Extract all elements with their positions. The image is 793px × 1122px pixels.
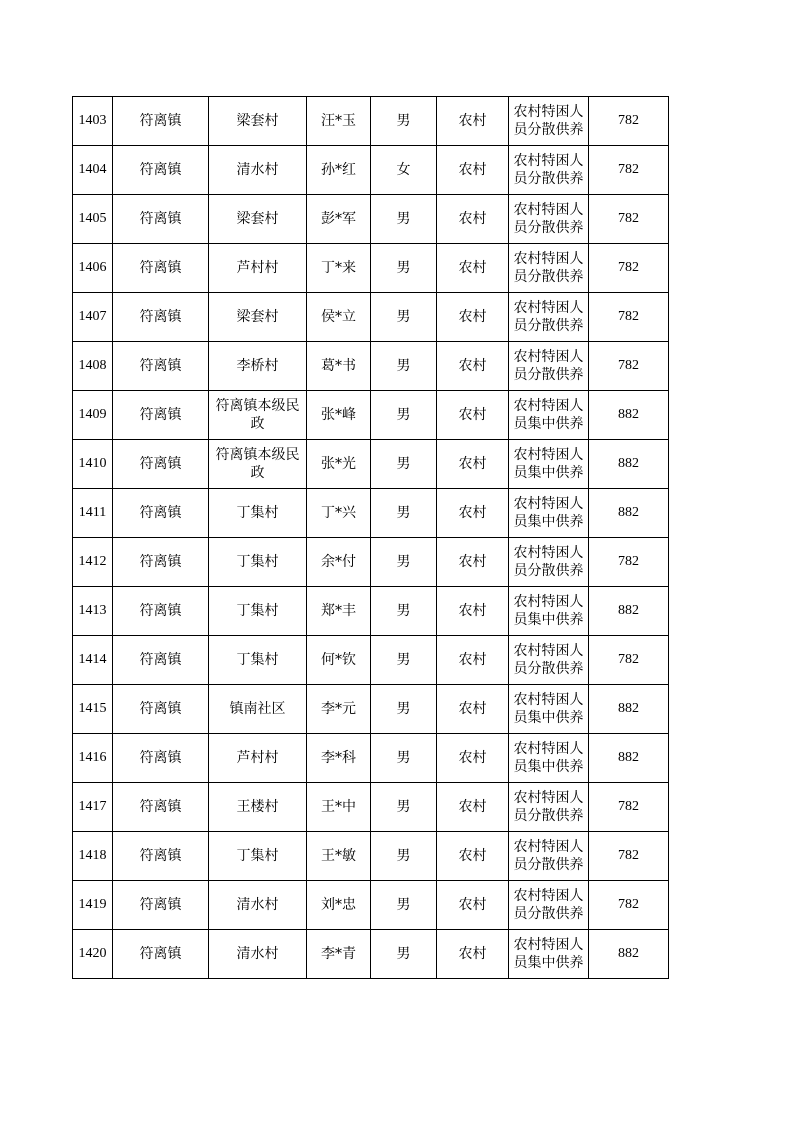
cell-village-text: 王楼村 [236, 799, 279, 815]
table-row [73, 244, 669, 293]
table-row [73, 783, 669, 832]
cell-person-name: 郑*丰 [307, 587, 371, 636]
cell-gender: 男 [371, 440, 437, 489]
cell-area-type: 农村 [437, 440, 509, 489]
cell-amount: 782 [589, 244, 669, 293]
cell-village-text: 丁集村 [236, 848, 279, 864]
cell-gender: 男 [371, 783, 437, 832]
cell-support-category [509, 293, 589, 342]
cell-serial-number: 1404 [73, 146, 113, 195]
cell-area-type: 农村 [437, 783, 509, 832]
cell-area-type: 农村 [437, 391, 509, 440]
cell-gender: 男 [371, 538, 437, 587]
cell-person-name: 何*钦 [307, 636, 371, 685]
cell-gender: 男 [371, 734, 437, 783]
cell-serial-number: 1411 [73, 489, 113, 538]
cell-support-category-text: 农村特困人员分散供养 [513, 545, 584, 579]
cell-village [209, 881, 307, 930]
cell-village [209, 342, 307, 391]
cell-person-name: 葛*书 [307, 342, 371, 391]
cell-area-type: 农村 [437, 538, 509, 587]
cell-area-type: 农村 [437, 146, 509, 195]
cell-support-category-text: 农村特困人员分散供养 [513, 839, 584, 873]
cell-village [209, 734, 307, 783]
table-row [73, 587, 669, 636]
cell-amount: 882 [589, 440, 669, 489]
cell-town: 符离镇 [113, 146, 209, 195]
cell-village-text: 丁集村 [236, 603, 279, 619]
cell-support-category-text: 农村特困人员分散供养 [513, 202, 584, 236]
records-table [72, 96, 669, 979]
table-row [73, 195, 669, 244]
cell-support-category-text: 农村特困人员集中供养 [513, 741, 584, 775]
cell-village [209, 146, 307, 195]
cell-support-category [509, 636, 589, 685]
cell-village-text: 梁套村 [236, 211, 279, 227]
table-row [73, 342, 669, 391]
cell-support-category [509, 734, 589, 783]
cell-gender: 男 [371, 832, 437, 881]
cell-town: 符离镇 [113, 489, 209, 538]
cell-person-name: 王*中 [307, 783, 371, 832]
cell-person-name: 汪*玉 [307, 97, 371, 146]
cell-support-category [509, 832, 589, 881]
cell-amount: 782 [589, 832, 669, 881]
cell-village [209, 783, 307, 832]
cell-support-category-text: 农村特困人员分散供养 [513, 888, 584, 922]
cell-village-text: 丁集村 [236, 505, 279, 521]
cell-village-text: 芦村村 [236, 260, 279, 276]
cell-support-category-text: 农村特困人员集中供养 [513, 692, 584, 726]
cell-village [209, 195, 307, 244]
cell-area-type: 农村 [437, 930, 509, 979]
cell-village [209, 293, 307, 342]
cell-amount: 782 [589, 97, 669, 146]
cell-person-name: 张*峰 [307, 391, 371, 440]
table-row [73, 538, 669, 587]
cell-support-category-text: 农村特困人员分散供养 [513, 790, 584, 824]
cell-serial-number: 1403 [73, 97, 113, 146]
cell-person-name: 余*付 [307, 538, 371, 587]
cell-town: 符离镇 [113, 293, 209, 342]
cell-village-text: 清水村 [236, 946, 279, 962]
cell-amount: 882 [589, 930, 669, 979]
cell-area-type: 农村 [437, 636, 509, 685]
cell-support-category [509, 930, 589, 979]
cell-village-text: 清水村 [236, 897, 279, 913]
cell-village [209, 391, 307, 440]
cell-village-text: 丁集村 [236, 554, 279, 570]
cell-support-category [509, 489, 589, 538]
table-row [73, 146, 669, 195]
cell-town: 符离镇 [113, 881, 209, 930]
cell-town: 符离镇 [113, 342, 209, 391]
cell-area-type: 农村 [437, 685, 509, 734]
cell-support-category [509, 244, 589, 293]
cell-gender: 男 [371, 97, 437, 146]
cell-person-name: 王*敏 [307, 832, 371, 881]
cell-gender: 男 [371, 391, 437, 440]
cell-town: 符离镇 [113, 636, 209, 685]
cell-support-category [509, 685, 589, 734]
cell-support-category-text: 农村特困人员分散供养 [513, 153, 584, 187]
cell-village [209, 832, 307, 881]
cell-support-category-text: 农村特困人员集中供养 [513, 398, 584, 432]
cell-area-type: 农村 [437, 244, 509, 293]
cell-area-type: 农村 [437, 832, 509, 881]
table-body [73, 97, 669, 979]
cell-serial-number: 1410 [73, 440, 113, 489]
cell-village [209, 636, 307, 685]
cell-person-name: 张*光 [307, 440, 371, 489]
cell-village [209, 489, 307, 538]
cell-town: 符离镇 [113, 195, 209, 244]
cell-town: 符离镇 [113, 97, 209, 146]
cell-village [209, 685, 307, 734]
cell-support-category-text: 农村特困人员分散供养 [513, 300, 584, 334]
cell-village [209, 587, 307, 636]
cell-support-category-text: 农村特困人员分散供养 [513, 643, 584, 677]
cell-gender: 男 [371, 930, 437, 979]
cell-support-category [509, 783, 589, 832]
cell-person-name: 丁*来 [307, 244, 371, 293]
cell-town: 符离镇 [113, 783, 209, 832]
table-row [73, 391, 669, 440]
cell-gender: 男 [371, 244, 437, 293]
cell-support-category [509, 342, 589, 391]
cell-gender: 男 [371, 195, 437, 244]
cell-village-text: 镇南社区 [229, 701, 286, 717]
cell-area-type: 农村 [437, 342, 509, 391]
cell-person-name: 刘*忠 [307, 881, 371, 930]
cell-serial-number: 1415 [73, 685, 113, 734]
cell-village [209, 930, 307, 979]
table-row [73, 832, 669, 881]
cell-village-text: 清水村 [236, 162, 279, 178]
cell-amount: 782 [589, 195, 669, 244]
cell-village-text: 丁集村 [236, 652, 279, 668]
cell-support-category [509, 440, 589, 489]
cell-support-category [509, 97, 589, 146]
cell-amount: 782 [589, 636, 669, 685]
table-row [73, 636, 669, 685]
cell-town: 符离镇 [113, 538, 209, 587]
cell-person-name: 李*科 [307, 734, 371, 783]
cell-gender: 男 [371, 342, 437, 391]
cell-support-category [509, 587, 589, 636]
table-row [73, 734, 669, 783]
cell-town: 符离镇 [113, 685, 209, 734]
cell-area-type: 农村 [437, 293, 509, 342]
cell-support-category [509, 195, 589, 244]
table-row [73, 881, 669, 930]
cell-person-name: 李*元 [307, 685, 371, 734]
cell-serial-number: 1405 [73, 195, 113, 244]
cell-gender: 男 [371, 636, 437, 685]
cell-area-type: 农村 [437, 489, 509, 538]
cell-amount: 782 [589, 146, 669, 195]
cell-amount: 882 [589, 685, 669, 734]
cell-amount: 882 [589, 391, 669, 440]
cell-gender: 女 [371, 146, 437, 195]
cell-village-text: 符离镇本级民政 [215, 447, 300, 481]
cell-gender: 男 [371, 293, 437, 342]
cell-support-category [509, 538, 589, 587]
cell-person-name: 彭*军 [307, 195, 371, 244]
table-row [73, 293, 669, 342]
cell-gender: 男 [371, 881, 437, 930]
cell-town: 符离镇 [113, 734, 209, 783]
cell-gender: 男 [371, 587, 437, 636]
cell-area-type: 农村 [437, 195, 509, 244]
cell-area-type: 农村 [437, 587, 509, 636]
cell-support-category [509, 146, 589, 195]
cell-serial-number: 1419 [73, 881, 113, 930]
cell-serial-number: 1408 [73, 342, 113, 391]
table-row [73, 685, 669, 734]
table-row [73, 440, 669, 489]
table-row [73, 97, 669, 146]
cell-gender: 男 [371, 685, 437, 734]
cell-serial-number: 1416 [73, 734, 113, 783]
cell-support-category-text: 农村特困人员集中供养 [513, 447, 584, 481]
cell-support-category-text: 农村特困人员集中供养 [513, 937, 584, 971]
cell-person-name: 侯*立 [307, 293, 371, 342]
cell-village-text: 梁套村 [236, 309, 279, 325]
cell-serial-number: 1420 [73, 930, 113, 979]
cell-support-category-text: 农村特困人员集中供养 [513, 496, 584, 530]
cell-serial-number: 1409 [73, 391, 113, 440]
cell-amount: 882 [589, 734, 669, 783]
cell-village-text: 芦村村 [236, 750, 279, 766]
cell-person-name: 李*青 [307, 930, 371, 979]
table-row [73, 930, 669, 979]
cell-amount: 782 [589, 783, 669, 832]
cell-village [209, 440, 307, 489]
cell-serial-number: 1413 [73, 587, 113, 636]
cell-support-category-text: 农村特困人员分散供养 [513, 349, 584, 383]
cell-person-name: 孙*红 [307, 146, 371, 195]
cell-serial-number: 1406 [73, 244, 113, 293]
cell-person-name: 丁*兴 [307, 489, 371, 538]
cell-amount: 882 [589, 489, 669, 538]
cell-village-text: 符离镇本级民政 [215, 398, 300, 432]
cell-town: 符离镇 [113, 440, 209, 489]
cell-support-category-text: 农村特困人员分散供养 [513, 251, 584, 285]
cell-town: 符离镇 [113, 832, 209, 881]
cell-serial-number: 1418 [73, 832, 113, 881]
cell-village [209, 244, 307, 293]
cell-village [209, 538, 307, 587]
cell-village-text: 李桥村 [236, 358, 279, 374]
cell-serial-number: 1414 [73, 636, 113, 685]
cell-support-category [509, 391, 589, 440]
cell-area-type: 农村 [437, 734, 509, 783]
table-row [73, 489, 669, 538]
cell-area-type: 农村 [437, 97, 509, 146]
cell-serial-number: 1407 [73, 293, 113, 342]
cell-serial-number: 1412 [73, 538, 113, 587]
cell-support-category [509, 881, 589, 930]
cell-support-category-text: 农村特困人员集中供养 [513, 594, 584, 628]
cell-area-type: 农村 [437, 881, 509, 930]
cell-amount: 782 [589, 342, 669, 391]
cell-support-category-text: 农村特困人员分散供养 [513, 104, 584, 138]
cell-amount: 782 [589, 538, 669, 587]
cell-amount: 782 [589, 293, 669, 342]
cell-village [209, 97, 307, 146]
cell-amount: 782 [589, 881, 669, 930]
cell-gender: 男 [371, 489, 437, 538]
cell-town: 符离镇 [113, 391, 209, 440]
cell-town: 符离镇 [113, 930, 209, 979]
cell-serial-number: 1417 [73, 783, 113, 832]
cell-town: 符离镇 [113, 244, 209, 293]
cell-town: 符离镇 [113, 587, 209, 636]
cell-amount: 882 [589, 587, 669, 636]
cell-village-text: 梁套村 [236, 113, 279, 129]
